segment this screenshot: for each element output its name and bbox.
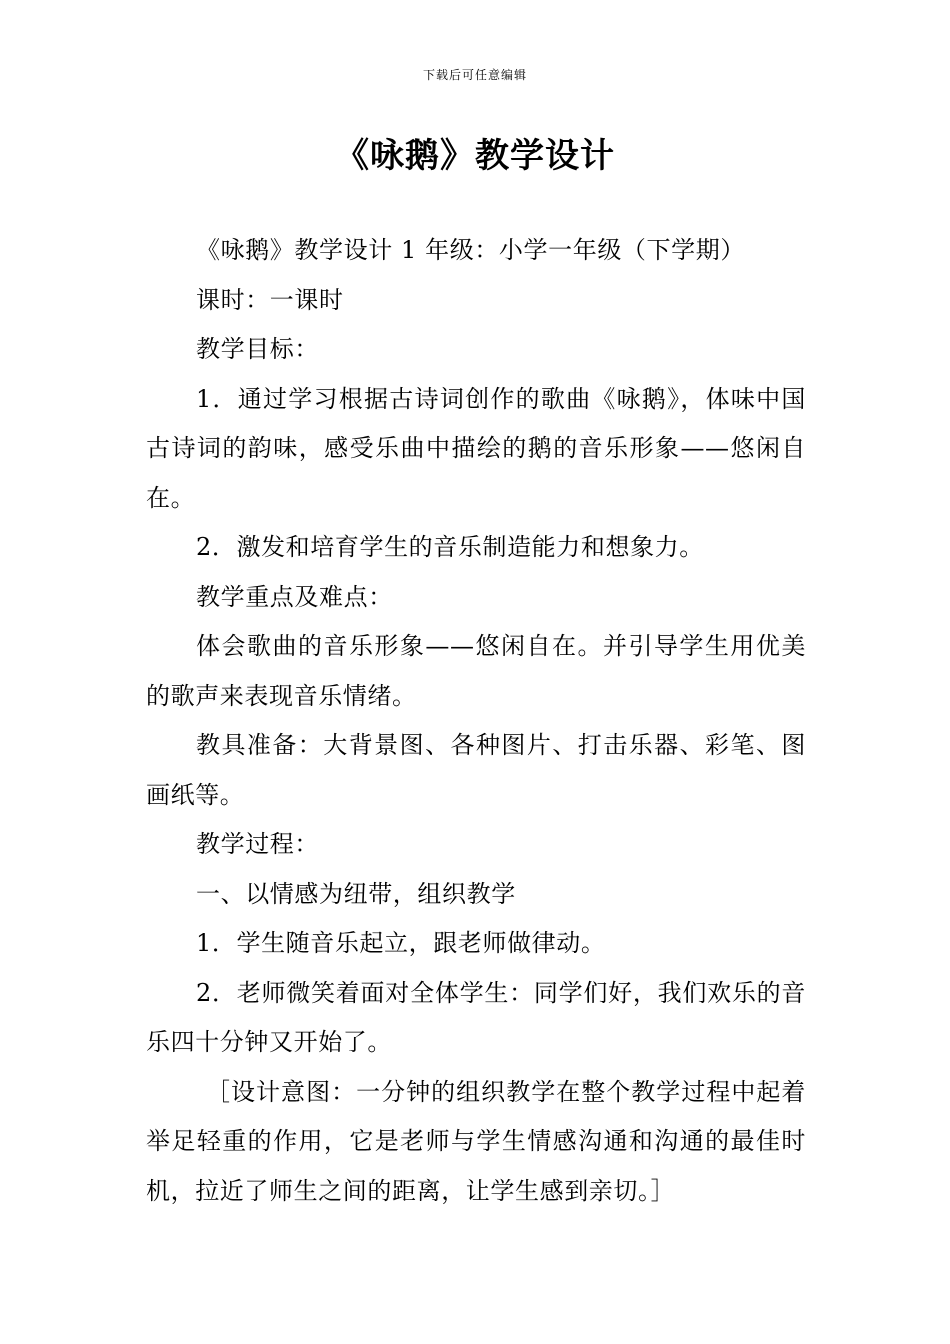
paragraph-class-hours: 课时：一课时 — [196, 285, 344, 314]
heading-key-points: 教学重点及难点： — [196, 582, 393, 611]
paragraph-design-intent: ［设计意图：一分钟的组织教学在整个教学过程中起着举足轻重的作用，它是老师与学生情感沟通和沟通的最佳时机，拉近了师生之间的距离，让学生感到亲切。］ — [146, 1077, 806, 1205]
paragraph-key-points: 体会歌曲的音乐形象——悠闲自在。并引导学生用优美的歌声来表现音乐情绪。 — [146, 632, 806, 710]
document-body — [146, 226, 806, 1216]
document-title: 《咏鹅》教学设计 — [335, 136, 615, 176]
paragraph-step-1: 1．学生随音乐起立，跟老师做律动。 — [196, 929, 606, 957]
heading-teaching-process: 教学过程： — [196, 830, 319, 858]
paragraph-teaching-aids: 教具准备：大背景图、各种图片、打击乐器、彩笔、图画纸等。 — [146, 731, 806, 809]
paragraph-grade-info: 《咏鹅》教学设计 1 年级：小学一年级（下学期） — [196, 236, 745, 264]
header-note: 下载后可任意编辑 — [422, 68, 527, 82]
heading-teaching-goals: 教学目标： — [196, 335, 319, 363]
heading-section-1: 一、以情感为纽带，组织教学 — [196, 879, 516, 908]
paragraph-goal-1: 1．通过学习根据古诗词创作的歌曲《咏鹅》，体味中国古诗词的韵味，感受乐曲中描绘的鹅的音乐形象——悠闲自在。 — [146, 384, 806, 512]
paragraph-goal-2: 2．激发和培育学生的音乐制造能力和想象力。 — [196, 533, 704, 561]
paragraph-step-2: 2．老师微笑着面对全体学生：同学们好，我们欢乐的音乐四十分钟又开始了。 — [146, 978, 806, 1056]
